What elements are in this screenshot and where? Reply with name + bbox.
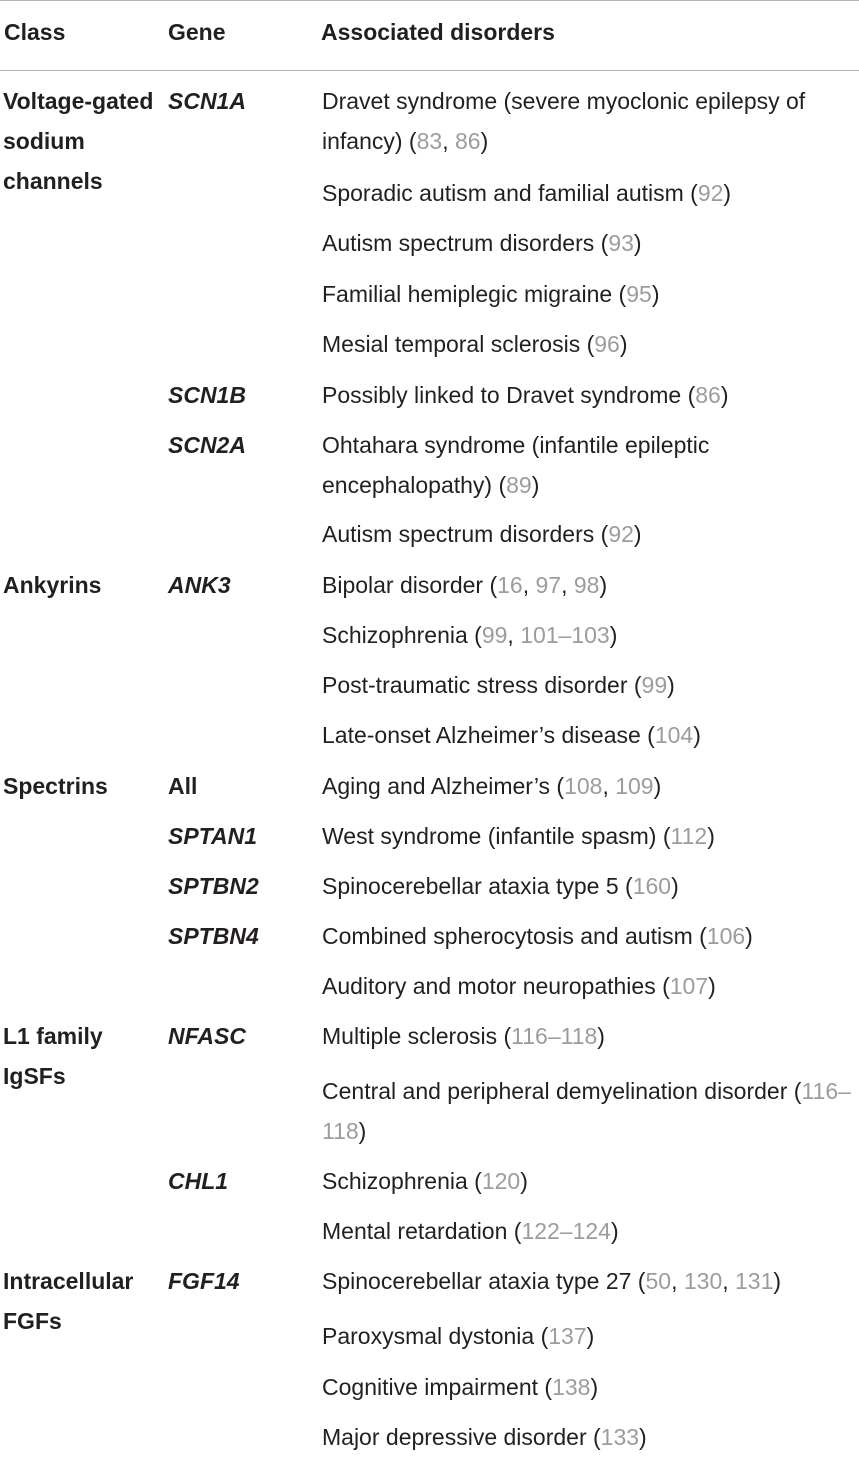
disorder-entry: Spinocerebellar ataxia type 27 (50, 130, 131) [322,1268,782,1294]
gene-name: ANK3 [168,572,231,598]
reference-link[interactable]: 96 [594,331,620,357]
reference-link[interactable]: 106 [706,923,746,949]
disorder-entry: Major depressive disorder (133) [322,1424,647,1450]
disorder-entry: Possibly linked to Dravet syndrome (86) [322,382,729,408]
reference-link[interactable]: 116–118 [322,1078,851,1144]
reference-link[interactable]: 16 [497,572,523,598]
disorder-entry: Dravet syndrome (severe myoclonic epilepsy of infancy) (83, 86) [322,88,806,154]
reference-link[interactable]: 112 [670,823,708,849]
reference-link[interactable]: 137 [548,1323,587,1349]
disorder-entry: West syndrome (infantile spasm) (112) [322,823,715,849]
disorder-entry: Auditory and motor neuropathies (107) [322,973,716,999]
reference-link[interactable]: 99 [481,622,508,648]
header-disorders: Associated disorders [321,19,555,45]
disorder-entry: Autism spectrum disorders (93) [322,230,642,256]
reference-link[interactable]: 50 [645,1268,672,1294]
disorder-entry: Sporadic autism and familial autism (92) [322,180,732,206]
reference-link[interactable]: 120 [481,1168,521,1194]
reference-link[interactable]: 99 [641,672,668,698]
reference-link[interactable]: 108 [564,773,603,799]
reference-link[interactable]: 130 [683,1268,723,1294]
reference-link[interactable]: 86 [454,128,481,154]
reference-link[interactable]: 97 [535,572,562,598]
disorder-entry: Schizophrenia (99, 101–103) [322,622,618,648]
reference-link[interactable]: 95 [626,281,652,307]
disorder-entry: Bipolar disorder (16, 97, 98) [322,572,608,598]
gene-name: FGF14 [168,1268,240,1294]
reference-link[interactable]: 107 [669,973,709,999]
disorder-entry: Autism spectrum disorders (92) [322,521,642,547]
disorder-entry: Mesial temporal sclerosis (96) [322,331,628,357]
reference-link[interactable]: 104 [654,722,694,748]
reference-link[interactable]: 86 [695,382,721,408]
reference-link[interactable]: 133 [600,1424,640,1450]
header-gene: Gene [168,19,226,45]
disorder-entry: Ohtahara syndrome (infantile epileptic encephalopathy) (89) [322,432,710,498]
reference-link[interactable]: 98 [573,572,600,598]
class-label: Ankyrins [3,572,102,598]
reference-link[interactable]: 131 [735,1268,774,1294]
disorder-entry: Central and peripheral demyelination disorder (116–118) [322,1078,851,1144]
disorder-entry: Cognitive impairment (138) [322,1374,599,1400]
gene-name: SPTAN1 [168,823,258,849]
disorder-entry: Schizophrenia (120) [322,1168,528,1194]
reference-link[interactable]: 116–118 [511,1023,598,1049]
reference-link[interactable]: 101–103 [520,622,610,648]
disorder-entry: Mental retardation (122–124) [322,1218,619,1244]
gene-name: CHL1 [168,1168,229,1194]
class-label: Intracellular FGFs [3,1268,134,1334]
reference-link[interactable]: 92 [608,521,634,547]
gene-name: SPTBN4 [168,923,259,949]
gene-name: SCN1B [168,382,246,408]
top-rule [0,0,859,1]
reference-link[interactable]: 92 [697,180,724,206]
gene-name: SCN2A [168,432,246,458]
disorder-entry: Aging and Alzheimer’s (108, 109) [322,773,662,799]
class-label: Spectrins [3,773,108,799]
header-rule [0,70,859,71]
disorder-entry: Combined spherocytosis and autism (106) [322,923,753,949]
class-label: L1 family IgSFs [3,1023,103,1089]
reference-link[interactable]: 109 [615,773,654,799]
gene-name: SPTBN2 [168,873,259,899]
disorder-entry: Late-onset Alzheimer’s disease (104) [322,722,701,748]
disorder-entry: Paroxysmal dystonia (137) [322,1323,595,1349]
class-label: Voltage-gated sodium channels [3,88,154,194]
reference-link[interactable]: 160 [632,873,672,899]
disorder-entry: Post-traumatic stress disorder (99) [322,672,675,698]
disorder-entry: Multiple sclerosis (116–118) [322,1023,605,1049]
disorder-entry: Familial hemiplegic migraine (95) [322,281,660,307]
reference-link[interactable]: 83 [416,128,443,154]
reference-link[interactable]: 138 [552,1374,591,1400]
header-class: Class [4,19,66,45]
gene-name: NFASC [168,1023,246,1049]
gene-name: SCN1A [168,88,246,114]
reference-link[interactable]: 93 [608,230,634,256]
disorder-entry: Spinocerebellar ataxia type 5 (160) [322,873,679,899]
reference-link[interactable]: 89 [506,472,532,498]
reference-link[interactable]: 122–124 [521,1218,611,1244]
gene-name: All [168,773,198,799]
